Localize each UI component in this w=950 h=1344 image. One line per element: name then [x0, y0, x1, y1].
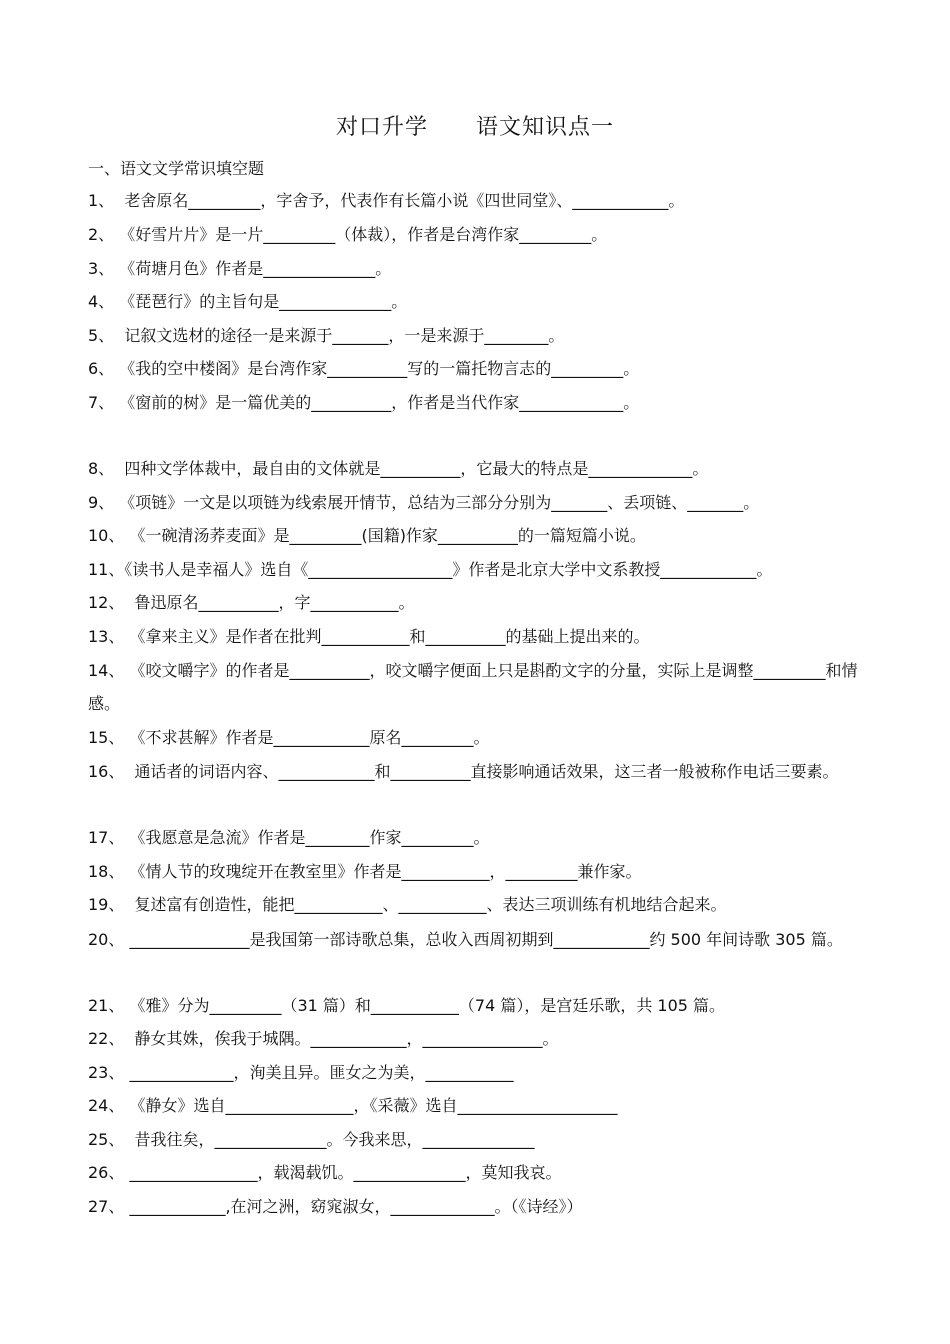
question-24: 24、 《静女》选自________________，《采薇》选自____________________: [88, 1096, 618, 1115]
page-title: 对口升学 语文知识点一: [336, 115, 614, 140]
question-21: 21、 《雅》分为_________（31 篇）和___________（74 篇），是宫廷乐歌，共 105 篇。: [88, 996, 726, 1015]
question-14: 14、 《咬文嚼字》的作者是__________，咬文嚼字便面上只是斟酌文字的分量，实际上是调整_________和情感。: [88, 661, 858, 713]
question-9: 9、 《项链》一文是以项链为线索展开情节，总结为三部分分别为_______、丢项链、_______。: [88, 493, 760, 512]
question-2: 2、 《好雪片片》是一片_________（体裁），作者是台湾作家_________。: [88, 225, 608, 244]
question-5: 5、 记叙文选材的途径一是来源于_______，一是来源于________。: [88, 326, 565, 345]
question-12: 12、 鲁迅原名__________，字___________。: [88, 593, 415, 612]
question-19: 19、 复述富有创造性，能把___________、___________、表达三项训练有机地结合起来。: [88, 895, 727, 914]
question-13: 13、 《拿来主义》是作者在批判___________和__________的基础上提出来的。: [88, 627, 650, 646]
question-15: 15、 《不求甚解》作者是____________原名_________。: [88, 728, 490, 747]
question-7: 7、 《窗前的树》是一篇优美的__________，作者是当代作家_____________。: [88, 393, 640, 412]
question-18: 18、 《情人节的玫瑰绽开在教室里》作者是___________，_________兼作家。: [88, 862, 642, 881]
question-17: 17、 《我愿意是急流》作者是________作家_________。: [88, 828, 490, 847]
question-22: 22、 静女其姝，俟我于城隅。____________，_______________。: [88, 1029, 559, 1048]
question-8: 8、 四种文学体裁中，最自由的文体就是__________，它最大的特点是_____________。: [88, 459, 709, 478]
question-26: 26、 ________________，载渴载饥。______________，莫知我哀。: [88, 1163, 562, 1182]
question-1: 1、 老舍原名_________，字舍予，代表作有长篇小说《四世同堂》、____________。: [88, 191, 685, 210]
question-23: 23、 _____________，洵美且异。匪女之为美，___________: [88, 1063, 514, 1082]
question-25: 25、 昔我往矣，______________。今我来思，______________: [88, 1130, 535, 1149]
question-11: 11、《读书人是幸福人》选自《__________________》作者是北京大学中文系教授____________。: [88, 560, 773, 579]
question-3: 3、 《荷塘月色》作者是______________。: [88, 259, 392, 278]
question-20: 20、 _______________是我国第一部诗歌总集，总收入西周初期到____________约 500 年间诗歌 305 篇。: [88, 930, 843, 949]
question-6: 6、 《我的空中楼阁》是台湾作家__________写的一篇托物言志的_________。: [88, 359, 640, 378]
section-heading: 一、语文文学常识填空题: [88, 159, 265, 178]
question-27: 27、 ____________,在河之洲，窈窕淑女，_____________。（《诗经》）: [88, 1197, 583, 1216]
question-4: 4、 《琵琶行》的主旨句是______________。: [88, 292, 408, 311]
question-10: 10、 《一碗清汤荞麦面》是_________(国籍)作家__________的一篇短篇小说。: [88, 526, 646, 545]
question-16: 16、 通话者的词语内容、____________和__________直接影响通话效果，这三者一般被称作电话三要素。: [88, 762, 839, 781]
